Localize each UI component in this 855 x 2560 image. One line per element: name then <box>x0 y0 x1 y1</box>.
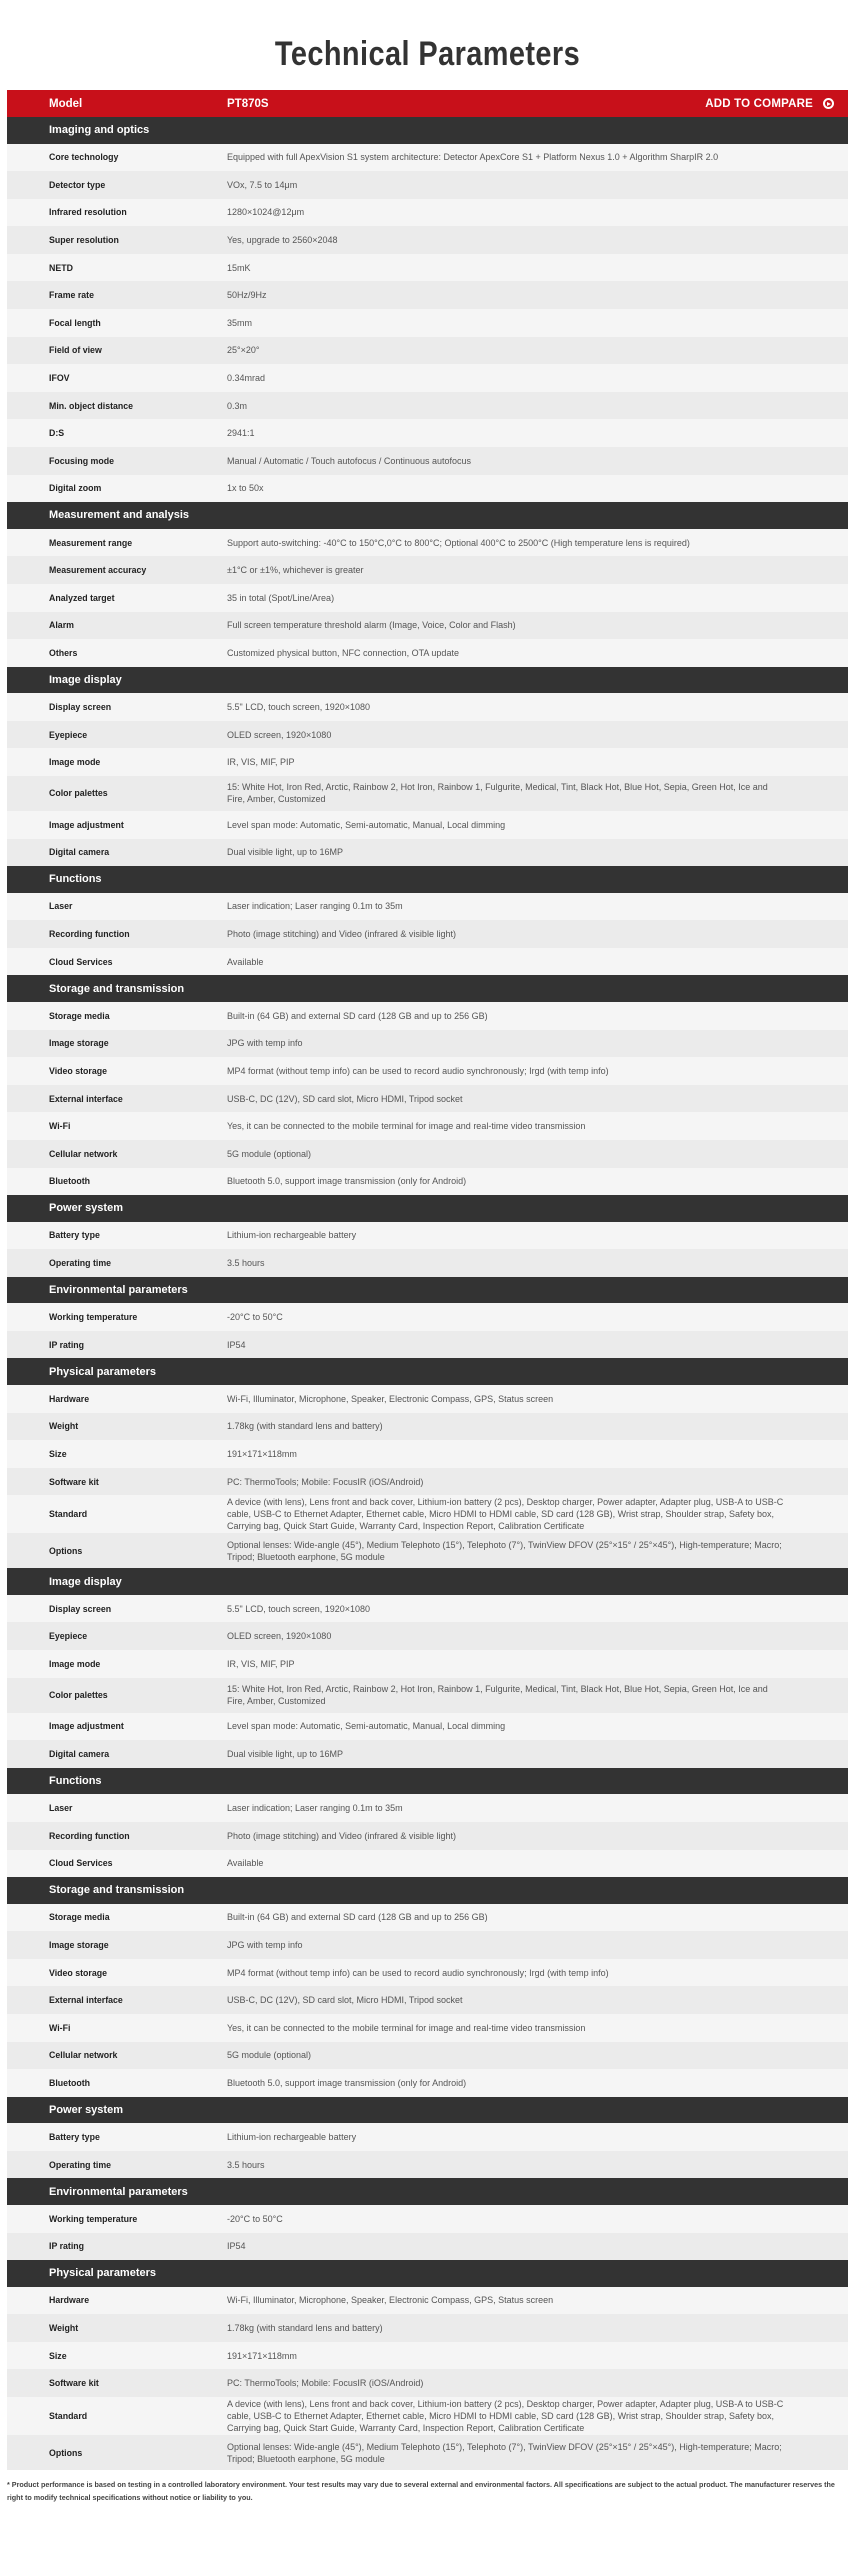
spec-label: Digital camera <box>49 847 110 858</box>
spec-label: Image adjustment <box>49 819 124 830</box>
table-row <box>7 556 848 584</box>
spec-value: Built-in (64 GB) and external SD card (128 GB and up to 256 GB) <box>227 1010 488 1021</box>
table-row <box>7 475 848 503</box>
spec-value: USB-C, DC (12V), SD card slot, Micro HDMI, Tripod socket <box>227 1995 463 2006</box>
table-row <box>7 254 848 282</box>
table-row <box>7 721 848 749</box>
spec-label: Size <box>49 2350 67 2361</box>
table-row <box>7 2314 848 2342</box>
section-header: Imaging and optics <box>7 117 848 144</box>
spec-value: -20°C to 50°C <box>227 1312 283 1323</box>
spec-label: Video storage <box>49 1065 108 1076</box>
spec-label: Detector type <box>49 179 106 190</box>
spec-value: 3.5 hours <box>227 2159 265 2170</box>
spec-label: Image storage <box>49 1038 109 1049</box>
spec-value: 5G module (optional) <box>227 2050 312 2061</box>
spec-label: Field of view <box>49 345 102 356</box>
table-row <box>7 584 848 612</box>
spec-value: Photo (image stitching) and Video (infrared & visible light) <box>227 929 456 940</box>
spec-value: IP54 <box>227 1339 246 1350</box>
spec-value: MP4 format (without temp info) can be used to record audio synchronously; Irgd (with temp info) <box>227 1065 609 1076</box>
spec-value: -20°C to 50°C <box>227 2213 283 2224</box>
spec-value: Level span mode: Automatic, Semi-automatic, Manual, Local dimming <box>227 819 506 830</box>
spec-value: Manual / Automatic / Touch autofocus / Continuous autofocus <box>227 455 471 466</box>
table-row <box>7 748 848 776</box>
spec-label: Focusing mode <box>49 455 115 466</box>
section-header: Functions <box>7 866 848 893</box>
spec-label: Min. object distance <box>49 400 134 411</box>
spec-label: Operating time <box>49 2159 112 2170</box>
spec-label: IFOV <box>49 373 70 384</box>
spec-value: Dual visible light, up to 16MP <box>227 1749 344 1760</box>
spec-label: D:S <box>49 428 65 439</box>
spec-label: Cloud Services <box>49 956 113 967</box>
add-to-compare-button[interactable] <box>705 98 848 110</box>
table-row <box>7 144 848 172</box>
model-row <box>7 90 848 117</box>
spec-value: VOx, 7.5 to 14μm <box>227 179 298 190</box>
spec-value: Photo (image stitching) and Video (infrared & visible light) <box>227 1830 456 1841</box>
table-row <box>7 2042 848 2070</box>
table-row <box>7 1850 848 1878</box>
spec-value: 1280×1024@12μm <box>227 207 305 218</box>
spec-value: PC: ThermoTools; Mobile: FocusIR (iOS/Android) <box>227 2378 424 2389</box>
table-row <box>7 1740 848 1768</box>
spec-value: Laser indication; Laser ranging 0.1m to 35m <box>227 901 403 912</box>
page-title: Technical Parameters <box>274 35 581 73</box>
spec-sections <box>7 117 848 2470</box>
section-header: Power system <box>7 2097 848 2124</box>
section-header: Environmental parameters <box>7 1277 848 1304</box>
table-row <box>7 309 848 337</box>
spec-label: Digital zoom <box>49 483 102 494</box>
model-name: PT870S <box>227 97 269 110</box>
spec-value: Available <box>227 956 264 967</box>
spec-value: Bluetooth 5.0, support image transmission (only for Android) <box>227 2077 467 2088</box>
spec-label: Weight <box>49 1421 79 1432</box>
spec-label: Bluetooth <box>49 1176 91 1187</box>
section-header: Functions <box>7 1768 848 1795</box>
spec-value: Optional lenses: Wide-angle (45°), Medium Telephoto (15°), Telephoto (7°), TwinView DFOV (25°×15° / 25°×45°), High-temperature; Macro; Tripod; Bluetooth earphone, 5G module <box>227 2441 782 2464</box>
table-row <box>7 612 848 640</box>
table-row <box>7 2233 848 2261</box>
spec-value: Dual visible light, up to 16MP <box>227 847 344 858</box>
spec-label: Wi-Fi <box>49 2022 71 2033</box>
spec-label: Cellular network <box>49 1148 118 1159</box>
spec-label: Storage media <box>49 1010 110 1021</box>
spec-value: PC: ThermoTools; Mobile: FocusIR (iOS/Android) <box>227 1476 424 1487</box>
table-row <box>7 2151 848 2179</box>
spec-label: Laser <box>49 1803 73 1814</box>
table-row <box>7 1495 848 1533</box>
table-row <box>7 2287 848 2315</box>
spec-value: 15: White Hot, Iron Red, Arctic, Rainbow 2, Hot Iron, Rainbow 1, Fulgurite, Medical, Tint, Black Hot, Blue Hot, Sepia, Green Hot, Ice and Fire, Amber, Customized <box>227 782 768 805</box>
spec-label: Digital camera <box>49 1749 110 1760</box>
spec-label: Wi-Fi <box>49 1121 71 1132</box>
arrow-circle-right-icon <box>823 98 834 109</box>
table-row <box>7 281 848 309</box>
section-header: Environmental parameters <box>7 2178 848 2205</box>
table-row <box>7 1986 848 2014</box>
spec-value: Available <box>227 1858 264 1869</box>
spec-value: 1.78kg (with standard lens and battery) <box>227 2323 383 2334</box>
spec-value: 5.5" LCD, touch screen, 1920×1080 <box>227 1603 371 1614</box>
table-row <box>7 1112 848 1140</box>
spec-value: 2941:1 <box>227 428 255 439</box>
spec-value: JPG with temp info <box>227 1038 303 1049</box>
table-row <box>7 893 848 921</box>
spec-label: Hardware <box>49 1393 90 1404</box>
spec-label: Operating time <box>49 1257 112 1268</box>
table-row <box>7 1822 848 1850</box>
spec-value: Built-in (64 GB) and external SD card (128 GB and up to 256 GB) <box>227 1912 488 1923</box>
spec-value: OLED screen, 1920×1080 <box>227 729 332 740</box>
spec-label: Super resolution <box>49 235 119 246</box>
spec-value: JPG with temp info <box>227 1939 303 1950</box>
spec-label: Analyzed target <box>49 592 115 603</box>
table-row <box>7 948 848 976</box>
spec-value: Lithium-ion rechargeable battery <box>227 2132 357 2143</box>
spec-value: Yes, it can be connected to the mobile terminal for image and real-time video transmission <box>227 1121 586 1132</box>
spec-label: Image mode <box>49 757 101 768</box>
table-row <box>7 1713 848 1741</box>
spec-label: Display screen <box>49 701 112 712</box>
table-row <box>7 639 848 667</box>
table-row <box>7 1595 848 1623</box>
spec-label: External interface <box>49 1093 123 1104</box>
model-label: Model <box>49 97 83 110</box>
spec-value: 191×171×118mm <box>227 1448 297 1459</box>
spec-label: Size <box>49 1448 67 1459</box>
table-row <box>7 693 848 721</box>
table-row <box>7 2369 848 2397</box>
spec-label: NETD <box>49 262 73 273</box>
table-row <box>7 811 848 839</box>
table-row <box>7 2397 848 2435</box>
spec-label: Color palettes <box>49 788 108 799</box>
table-row <box>7 1678 848 1713</box>
table-row <box>7 920 848 948</box>
spec-value: 50Hz/9Hz <box>227 290 267 301</box>
spec-label: IP rating <box>49 2241 85 2252</box>
table-row <box>7 1533 848 1568</box>
spec-label: Battery type <box>49 1230 100 1241</box>
table-row <box>7 2069 848 2097</box>
spec-value: 191×171×118mm <box>227 2350 297 2361</box>
table-row <box>7 419 848 447</box>
table-row <box>7 2123 848 2151</box>
table-row <box>7 392 848 420</box>
spec-value: 3.5 hours <box>227 1257 265 1268</box>
spec-value: USB-C, DC (12V), SD card slot, Micro HDMI, Tripod socket <box>227 1093 463 1104</box>
table-row <box>7 447 848 475</box>
table-row <box>7 2014 848 2042</box>
spec-value: 15mK <box>227 262 251 273</box>
table-row <box>7 776 848 811</box>
table-row <box>7 1959 848 1987</box>
spec-value: A device (with lens), Lens front and back cover, Lithium-ion battery (2 pcs), Desktop charger, Power adapter, Adapter plug, USB-A to USB-C cable, USB-C to Ethernet Adapter, Ethernet cable, Micro HDMI to HDMI cable, SD card (128 GB), Wrist strap, Shoulder strap, Safety box, Carrying bag, Quick Start Guide, Warranty Card, Inspection Report, Calibration Certificate <box>227 1497 784 1532</box>
spec-value: ±1°C or ±1%, whichever is greater <box>227 565 364 576</box>
table-row <box>7 199 848 227</box>
table-row <box>7 2205 848 2233</box>
spec-label: Hardware <box>49 2295 90 2306</box>
spec-value: 35 in total (Spot/Line/Area) <box>227 592 335 603</box>
spec-value: Full screen temperature threshold alarm (Image, Voice, Color and Flash) <box>227 620 516 631</box>
spec-label: Eyepiece <box>49 1631 88 1642</box>
section-header: Storage and transmission <box>7 1877 848 1904</box>
table-row <box>7 1303 848 1331</box>
spec-value: Laser indication; Laser ranging 0.1m to 35m <box>227 1803 403 1814</box>
spec-value: Wi-Fi, Illuminator, Microphone, Speaker, Electronic Compass, GPS, Status screen <box>227 1393 554 1404</box>
spec-value: 15: White Hot, Iron Red, Arctic, Rainbow 2, Hot Iron, Rainbow 1, Fulgurite, Medical, Tint, Black Hot, Blue Hot, Sepia, Green Hot, Ice and Fire, Amber, Customized <box>227 1684 768 1707</box>
spec-value: Wi-Fi, Illuminator, Microphone, Speaker, Electronic Compass, GPS, Status screen <box>227 2295 554 2306</box>
table-row <box>7 1030 848 1058</box>
table-row <box>7 1622 848 1650</box>
spec-value: Level span mode: Automatic, Semi-automatic, Manual, Local dimming <box>227 1721 506 1732</box>
spec-value: OLED screen, 1920×1080 <box>227 1631 332 1642</box>
table-row <box>7 364 848 392</box>
spec-label: Core technology <box>49 152 119 163</box>
spec-label: Measurement accuracy <box>49 565 147 576</box>
spec-value: Equipped with full ApexVision S1 system architecture: Detector ApexCore S1 + Platform Nexus 1.0 + Algorithm SharpIR 2.0 <box>227 152 719 163</box>
table-row <box>7 2342 848 2370</box>
table-row <box>7 1002 848 1030</box>
spec-label: Video storage <box>49 1967 108 1978</box>
spec-label: Laser <box>49 901 73 912</box>
spec-value: 1.78kg (with standard lens and battery) <box>227 1421 383 1432</box>
spec-label: Software kit <box>49 1476 99 1487</box>
spec-value: Optional lenses: Wide-angle (45°), Medium Telephoto (15°), Telephoto (7°), TwinView DFOV (25°×15° / 25°×45°), High-temperature; Macro; Tripod; Bluetooth earphone, 5G module <box>227 1539 782 1562</box>
spec-label: Image storage <box>49 1939 109 1950</box>
spec-label: IP rating <box>49 1339 85 1350</box>
spec-label: Weight <box>49 2323 79 2334</box>
spec-label: Options <box>49 2447 83 2458</box>
table-row <box>7 1168 848 1196</box>
spec-label: Working temperature <box>49 1312 138 1323</box>
spec-label: Focal length <box>49 317 101 328</box>
spec-value: 0.3m <box>227 400 248 411</box>
add-to-compare-label: ADD TO COMPARE <box>705 97 813 110</box>
spec-label: Storage media <box>49 1912 110 1923</box>
spec-value: 5.5" LCD, touch screen, 1920×1080 <box>227 701 371 712</box>
spec-value: Customized physical button, NFC connection, OTA update <box>227 647 459 658</box>
section-header: Image display <box>7 667 848 694</box>
spec-value: 25°×20° <box>227 345 260 356</box>
spec-value: 35mm <box>227 317 253 328</box>
spec-value: Lithium-ion rechargeable battery <box>227 1230 357 1241</box>
section-header: Physical parameters <box>7 2260 848 2287</box>
spec-label: Others <box>49 647 78 658</box>
spec-label: Eyepiece <box>49 729 88 740</box>
table-row <box>7 1331 848 1359</box>
spec-value: Support auto-switching: -40°C to 150°C,0°C to 800°C; Optional 400°C to 2500°C (High temperature lens is required) <box>227 537 690 548</box>
spec-value: IR, VIS, MIF, PIP <box>227 1658 295 1669</box>
table-row <box>7 1468 848 1496</box>
spec-value: IP54 <box>227 2241 246 2252</box>
section-header: Physical parameters <box>7 1358 848 1385</box>
table-row <box>7 226 848 254</box>
spec-label: Standard <box>49 1509 88 1520</box>
table-row <box>7 1140 848 1168</box>
spec-value: 0.34mrad <box>227 373 266 384</box>
spec-label: Recording function <box>49 1830 130 1841</box>
spec-value: IR, VIS, MIF, PIP <box>227 757 295 768</box>
spec-value: 5G module (optional) <box>227 1148 312 1159</box>
spec-label: Cellular network <box>49 2050 118 2061</box>
section-header: Power system <box>7 1195 848 1222</box>
table-row <box>7 1650 848 1678</box>
section-header: Measurement and analysis <box>7 502 848 529</box>
table-row <box>7 1931 848 1959</box>
spec-value: A device (with lens), Lens front and back cover, Lithium-ion battery (2 pcs), Desktop charger, Power adapter, Adapter plug, USB-A to USB-C cable, USB-C to Ethernet Adapter, Ethernet cable, Micro HDMI to HDMI cable, SD card (128 GB), Wrist strap, Shoulder strap, Safety box, Carrying bag, Quick Start Guide, Warranty Card, Inspection Report, Calibration Certificate <box>227 2399 784 2433</box>
section-header: Storage and transmission <box>7 975 848 1002</box>
spec-value: 1x to 50x <box>227 483 264 494</box>
spec-label: Image adjustment <box>49 1721 124 1732</box>
spec-value: Yes, it can be connected to the mobile terminal for image and real-time video transmission <box>227 2022 586 2033</box>
spec-table <box>7 90 848 2470</box>
spec-label: Recording function <box>49 929 130 940</box>
table-row <box>7 1085 848 1113</box>
spec-label: Battery type <box>49 2132 100 2143</box>
spec-label: Frame rate <box>49 290 94 301</box>
spec-label: External interface <box>49 1995 123 2006</box>
table-row <box>7 1249 848 1277</box>
table-row <box>7 1440 848 1468</box>
spec-label: Cloud Services <box>49 1858 113 1869</box>
spec-label: Infrared resolution <box>49 207 127 218</box>
table-row <box>7 529 848 557</box>
spec-label: Standard <box>49 2411 88 2421</box>
spec-value: Yes, upgrade to 2560×2048 <box>227 235 338 246</box>
footnote: * Product performance is based on testing in a controlled laboratory environment. Your test results may vary due to several external and environmental factors. All specifications are subject to the actual product. The manufacturer reserves the right to modify technical specifications without notice or liability to you. <box>7 2480 835 2502</box>
spec-value: MP4 format (without temp info) can be used to record audio synchronously; Irgd (with temp info) <box>227 1967 609 1978</box>
spec-label: Software kit <box>49 2378 99 2389</box>
spec-label: Working temperature <box>49 2213 138 2224</box>
table-row <box>7 337 848 365</box>
spec-label: Bluetooth <box>49 2077 91 2088</box>
table-row <box>7 839 848 867</box>
spec-label: Options <box>49 1545 83 1556</box>
table-row <box>7 1385 848 1413</box>
table-row <box>7 171 848 199</box>
table-row <box>7 1904 848 1932</box>
spec-label: Image mode <box>49 1658 101 1669</box>
table-row <box>7 1794 848 1822</box>
spec-label: Color palettes <box>49 1690 108 1701</box>
spec-value: Bluetooth 5.0, support image transmission (only for Android) <box>227 1176 467 1187</box>
spec-label: Measurement range <box>49 537 133 548</box>
table-row <box>7 1222 848 1250</box>
table-row <box>7 2435 848 2470</box>
spec-label: Display screen <box>49 1603 112 1614</box>
spec-label: Alarm <box>49 620 74 631</box>
table-row <box>7 1057 848 1085</box>
section-header: Image display <box>7 1568 848 1595</box>
table-row <box>7 1413 848 1441</box>
